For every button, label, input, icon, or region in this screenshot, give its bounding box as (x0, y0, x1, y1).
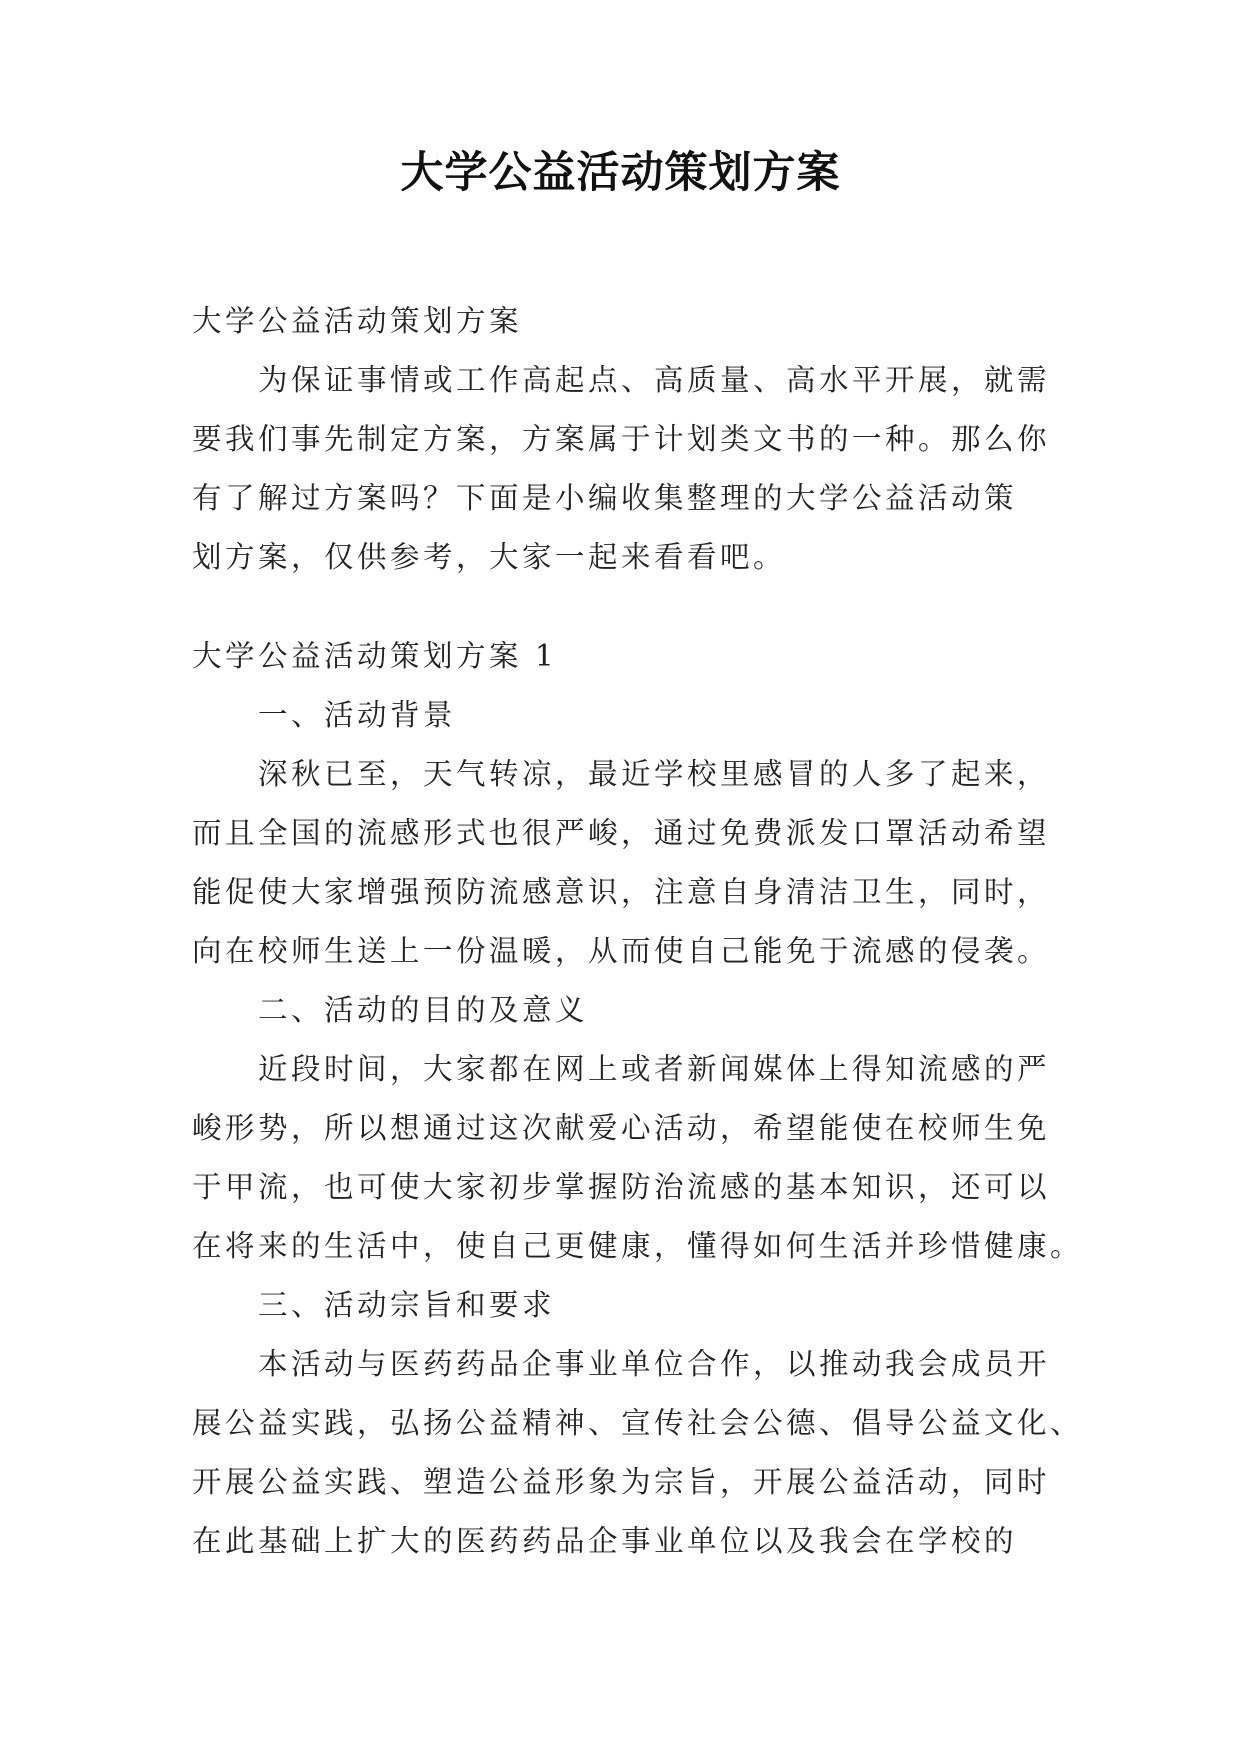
intro-line: 有了解过方案吗？下面是小编收集整理的大学公益活动策 (192, 481, 1018, 515)
subtitle-line: 大学公益活动策划方案 (192, 304, 523, 338)
intro-line: 划方案，仅供参考，大家一起来看看吧。 (192, 540, 787, 574)
intro-line: 为保证事情或工作高起点、高质量、高水平开展，就需 (258, 363, 1051, 397)
paragraph-line: 展公益实践，弘扬公益精神、宣传社会公德、倡导公益文化、 (192, 1406, 1084, 1440)
paragraph-line: 开展公益实践、塑造公益形象为宗旨，开展公益活动，同时 (192, 1465, 1051, 1499)
paragraph-line: 在此基础上扩大的医药药品企事业单位以及我会在学校的 (192, 1524, 1018, 1558)
heading-aims: 三、活动宗旨和要求 (258, 1288, 556, 1322)
paragraph-line: 深秋已至，天气转凉，最近学校里感冒的人多了起来， (258, 757, 1051, 791)
heading-background: 一、活动背景 (258, 698, 457, 732)
intro-line: 要我们事先制定方案，方案属于计划类文书的一种。那么你 (192, 422, 1051, 456)
paragraph-line: 本活动与医药药品企事业单位合作，以推动我会成员开 (258, 1347, 1051, 1381)
document-title: 大学公益活动策划方案 (400, 148, 841, 198)
section-title: 大学公益活动策划方案 1 (192, 639, 558, 673)
paragraph-line: 而且全国的流感形式也很严峻，通过免费派发口罩活动希望 (192, 816, 1051, 850)
paragraph-line: 峻形势，所以想通过这次献爱心活动，希望能使在校师生免 (192, 1111, 1051, 1145)
paragraph-line: 在将来的生活中，使自己更健康，懂得如何生活并珍惜健康。 (192, 1229, 1084, 1263)
paragraph-line: 近段时间，大家都在网上或者新闻媒体上得知流感的严 (258, 1052, 1051, 1086)
document-body (192, 292, 1084, 1571)
paragraph-line: 向在校师生送上一份温暖，从而使自己能免于流感的侵袭。 (192, 934, 1051, 968)
paragraph-line: 于甲流，也可使大家初步掌握防治流感的基本知识，还可以 (192, 1170, 1051, 1204)
heading-purpose: 二、活动的目的及意义 (258, 993, 589, 1027)
paragraph-gap (192, 587, 1062, 627)
paragraph-line: 能促使大家增强预防流感意识，注意自身清洁卫生，同时， (192, 875, 1051, 909)
